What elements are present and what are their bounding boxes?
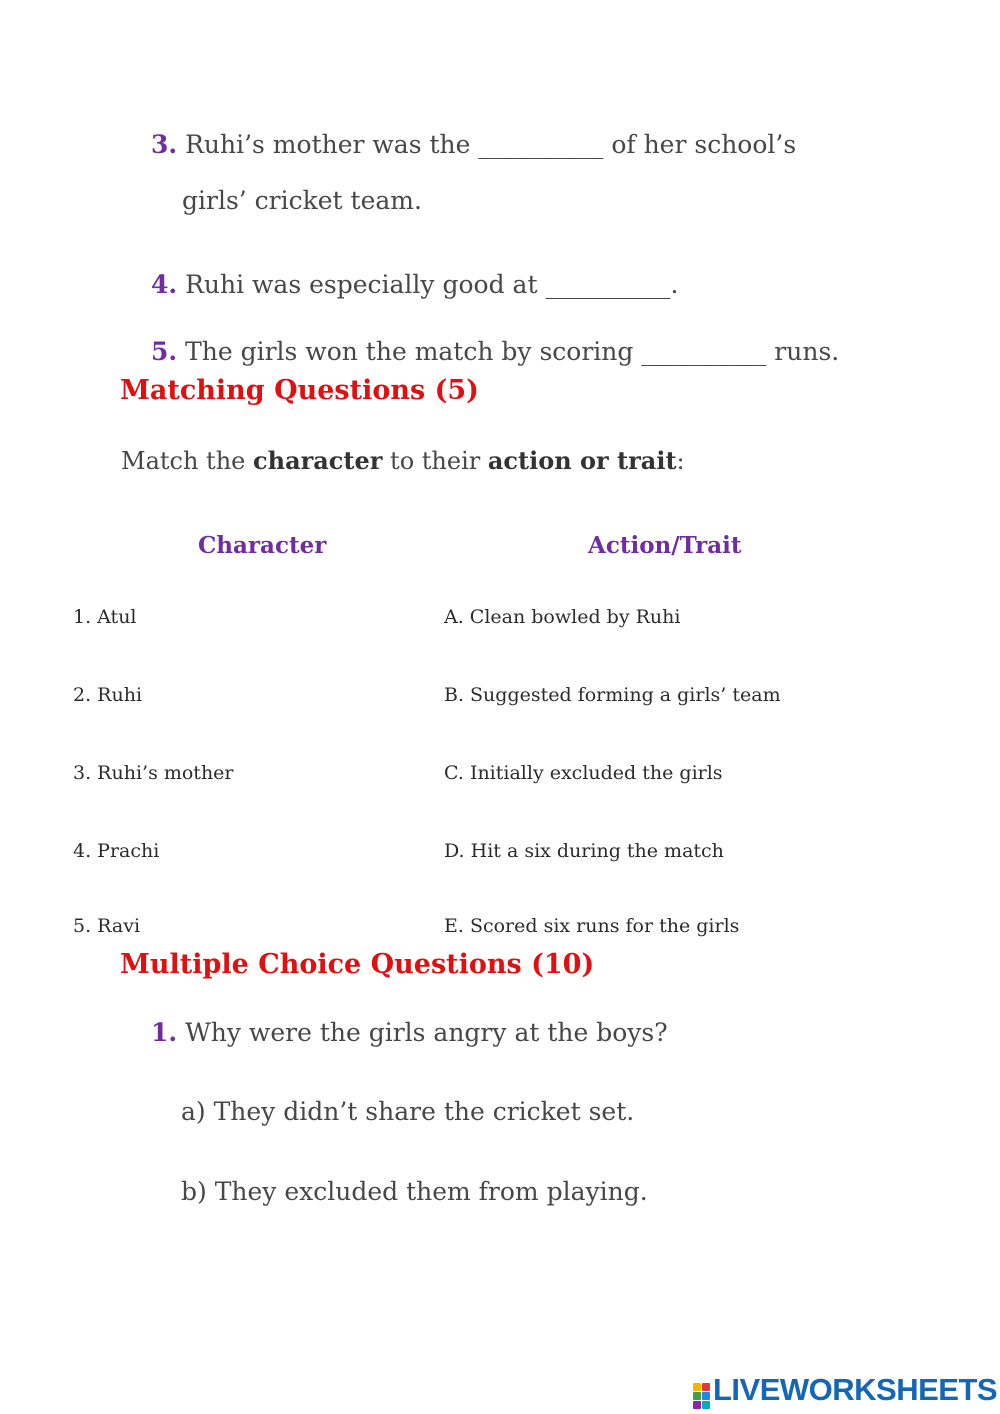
liveworksheets-logo — [693, 1372, 997, 1409]
match-right-item: E. Scored six runs for the girls — [444, 915, 740, 937]
logo-grid-icon — [693, 1383, 710, 1409]
mcq-option-a: a) They didn’t share the cricket set. — [181, 1097, 635, 1126]
fill-question-5 — [151, 337, 839, 366]
column-header-action-trait: Action/Trait — [588, 532, 742, 559]
question-number: 4. — [151, 270, 178, 299]
instruction-prefix: Match the — [121, 447, 253, 475]
match-right-item: A. Clean bowled by Ruhi — [444, 606, 681, 628]
match-left-item: 1. Atul — [73, 606, 137, 628]
column-header-character: Character — [198, 532, 327, 559]
mcq-heading: Multiple Choice Questions (10) — [120, 949, 595, 980]
question-number: 5. — [151, 337, 178, 366]
mcq-question-1 — [151, 1018, 668, 1047]
match-left-item: 2. Ruhi — [73, 684, 143, 706]
match-right-item: D. Hit a six during the match — [444, 840, 724, 862]
match-right-item: B. Suggested forming a girls’ team — [444, 684, 781, 706]
question-text: Why were the girls angry at the boys? — [185, 1018, 668, 1047]
instruction-suffix: : — [676, 447, 685, 475]
matching-heading: Matching Questions (5) — [120, 375, 479, 406]
logo-cell — [702, 1401, 710, 1409]
instruction-bold-trait: action or trait — [487, 446, 677, 475]
instruction-bold-character: character — [253, 446, 383, 475]
match-right-item: C. Initially excluded the girls — [444, 762, 723, 784]
question-number: 3. — [151, 130, 178, 159]
instruction-middle: to their — [382, 447, 488, 475]
fill-question-3-continuation: girls’ cricket team. — [182, 186, 422, 215]
question-number: 1. — [151, 1018, 178, 1047]
logo-cell — [693, 1383, 701, 1391]
logo-cell — [693, 1392, 701, 1400]
logo-cell — [702, 1392, 710, 1400]
fill-question-4 — [151, 270, 678, 299]
match-left-item: 4. Prachi — [73, 840, 160, 862]
matching-instruction — [121, 446, 685, 475]
match-left-item: 3. Ruhi’s mother — [73, 762, 234, 784]
mcq-option-b: b) They excluded them from playing. — [181, 1177, 648, 1206]
logo-text: LIVEWORKSHEETS — [713, 1372, 998, 1407]
question-text: Ruhi’s mother was the __________ of her school’s — [185, 130, 797, 159]
logo-cell — [693, 1401, 701, 1409]
question-text: Ruhi was especially good at __________. — [185, 270, 679, 299]
match-left-item: 5. Ravi — [73, 915, 141, 937]
fill-question-3 — [151, 130, 796, 159]
question-text: The girls won the match by scoring __________ runs. — [185, 337, 840, 366]
logo-cell — [702, 1383, 710, 1391]
